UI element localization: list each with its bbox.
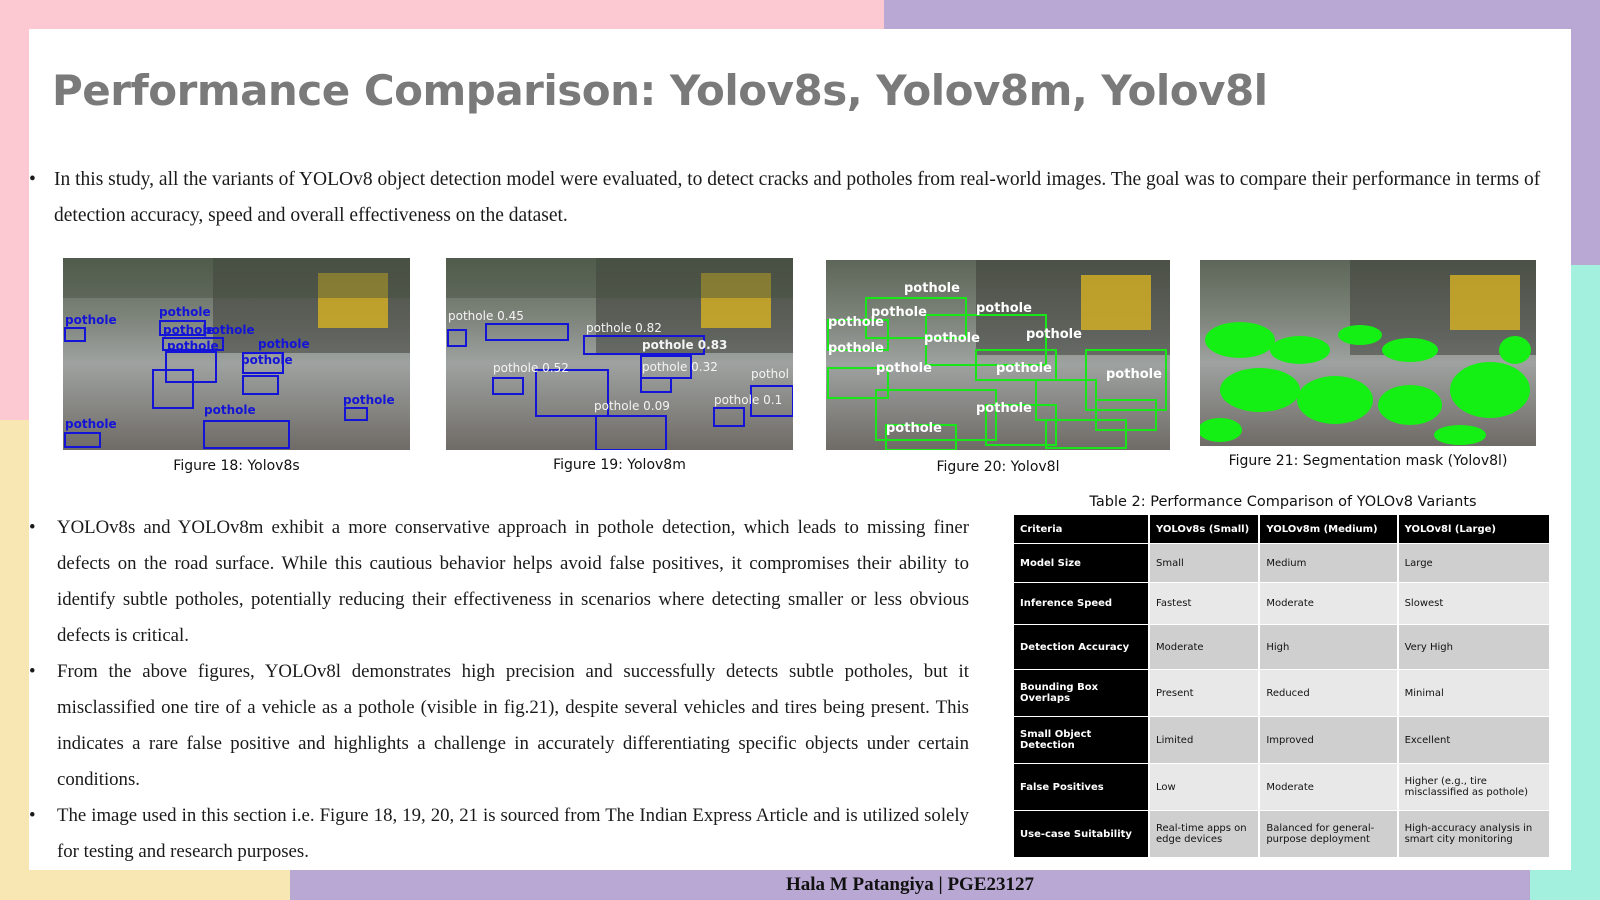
bullet-marker: • bbox=[29, 661, 36, 682]
bullet-text: The image used in this section i.e. Figure 18, 19, 20, 21 is sourced from The Indian Express Article and is utilized solely for testing and research purposes. bbox=[57, 805, 969, 862]
table-cell: Medium bbox=[1260, 544, 1396, 582]
performance-table bbox=[1012, 514, 1551, 858]
figure-18-detections bbox=[63, 258, 410, 450]
table-cell: Balanced for general-purpose deployment bbox=[1260, 811, 1396, 857]
det-label: pothole bbox=[204, 403, 256, 417]
background-shape bbox=[446, 258, 793, 298]
det-label: pothole bbox=[203, 323, 255, 337]
table-criteria-cell: Detection Accuracy bbox=[1014, 625, 1148, 669]
table-criteria-cell: Inference Speed bbox=[1014, 583, 1148, 624]
det-label: pothole 0.82 bbox=[586, 321, 662, 335]
table-criteria-cell: Small Object Detection bbox=[1014, 717, 1148, 763]
table-cell: High-accuracy analysis in smart city monitoring bbox=[1399, 811, 1549, 857]
bullet-list bbox=[29, 510, 969, 870]
figure-21-mask bbox=[1200, 260, 1536, 446]
figure-19-detections bbox=[446, 258, 793, 450]
table-cell: Higher (e.g., tire misclassified as pothole) bbox=[1399, 764, 1549, 810]
det-label: pothole bbox=[876, 361, 932, 376]
table-header-row bbox=[1014, 515, 1549, 543]
intro-bullet-item bbox=[29, 162, 1559, 234]
table-cell: Moderate bbox=[1260, 583, 1396, 624]
det-label: pothole bbox=[159, 305, 211, 319]
det-label: pothole 0.45 bbox=[448, 309, 524, 323]
table-row bbox=[1014, 811, 1549, 857]
table-cell: Very High bbox=[1399, 625, 1549, 669]
det-label: pothole 0.83 bbox=[642, 338, 728, 352]
table-cell: Large bbox=[1399, 544, 1549, 582]
slide-title: Performance Comparison: Yolov8s, Yolov8m, Yolov8l bbox=[52, 66, 1268, 115]
det-label: pothole bbox=[871, 305, 927, 320]
det-label: pothole 0.1 bbox=[714, 393, 783, 407]
table-header-cell: YOLOv8m (Medium) bbox=[1260, 515, 1396, 543]
det-label: pothole bbox=[976, 401, 1032, 416]
det-label: pothole bbox=[241, 353, 293, 367]
table-header-cell: Criteria bbox=[1014, 515, 1148, 543]
autorickshaw-shape bbox=[1450, 275, 1520, 330]
intro-text: In this study, all the variants of YOLOv8 object detection model were evaluated, to detect cracks and potholes from real-world images. The goal was to compare their performance in terms of detection accuracy, speed and overall effectiveness on the dataset. bbox=[54, 169, 1541, 226]
det-label: pothole bbox=[1106, 367, 1162, 382]
figure-21-caption: Figure 21: Segmentation mask (Yolov8l) bbox=[1228, 453, 1508, 469]
table-row bbox=[1014, 625, 1549, 669]
det-label: pothole bbox=[828, 315, 884, 330]
table-row bbox=[1014, 717, 1549, 763]
table-cell: High bbox=[1260, 625, 1396, 669]
det-label: pothole bbox=[924, 331, 980, 346]
table-cell: Minimal bbox=[1399, 670, 1549, 716]
det-label: pothole bbox=[343, 393, 395, 407]
figure-20-caption: Figure 20: Yolov8l bbox=[936, 459, 1060, 475]
table-header-cell: YOLOv8l (Large) bbox=[1399, 515, 1549, 543]
footer-author: Hala M Patangiya | PGE23127 bbox=[785, 874, 1034, 895]
table-row bbox=[1014, 583, 1549, 624]
det-label: pothole 0.52 bbox=[493, 361, 569, 375]
table-cell: Limited bbox=[1150, 717, 1258, 763]
figure-21-image bbox=[1200, 260, 1536, 446]
background-shape bbox=[63, 258, 410, 298]
figure-18-image bbox=[63, 258, 410, 450]
det-label: pothole bbox=[65, 313, 117, 327]
table-cell: Present bbox=[1150, 670, 1258, 716]
table-cell: Real-time apps on edge devices bbox=[1150, 811, 1258, 857]
det-label: pothole bbox=[258, 337, 310, 351]
det-label: pothole bbox=[1026, 327, 1082, 342]
table-cell: Improved bbox=[1260, 717, 1396, 763]
table-cell: Small bbox=[1150, 544, 1258, 582]
det-label: pothole bbox=[828, 341, 884, 356]
table-criteria-cell: False Positives bbox=[1014, 764, 1148, 810]
det-label: pothole 0.09 bbox=[594, 399, 670, 413]
table-caption: Table 2: Performance Comparison of YOLOv8 Variants bbox=[1089, 494, 1477, 510]
table-cell: Moderate bbox=[1150, 625, 1258, 669]
table-cell: Excellent bbox=[1399, 717, 1549, 763]
figure-20-image bbox=[826, 260, 1170, 450]
table-row bbox=[1014, 670, 1549, 716]
table-row bbox=[1014, 544, 1549, 582]
intro-paragraph bbox=[29, 162, 1559, 234]
det-label: pothole bbox=[163, 323, 215, 337]
bullet-item bbox=[29, 798, 969, 870]
bullet-text: From the above figures, YOLOv8l demonstrates high precision and successfully detects subtle potholes, but it misclassified one tire of a vehicle as a pothole (visible in fig.21), despite several vehicles and tires being present. This indicates a rare false positive and highlights a challenge in accurately differentiating specific objects under certain conditions. bbox=[57, 661, 969, 790]
det-label: pothole bbox=[886, 421, 942, 436]
figure-20-detections bbox=[826, 260, 1170, 450]
table-criteria-cell: Use-case Suitability bbox=[1014, 811, 1148, 857]
bullet-item bbox=[29, 654, 969, 798]
bullet-marker: • bbox=[29, 169, 36, 190]
bullet-item bbox=[29, 510, 969, 654]
figure-19-caption: Figure 19: Yolov8m bbox=[553, 457, 686, 473]
bullet-text: YOLOv8s and YOLOv8m exhibit a more conservative approach in pothole detection, which leads to missing finer defects on the road surface. While this cautious behavior helps avoid false positives, it compromises their ability to identify subtle potholes, potentially reducing their effectiveness in scenarios where detecting smaller or less obvious defects is critical. bbox=[57, 517, 969, 646]
figure-18-caption: Figure 18: Yolov8s bbox=[173, 458, 300, 474]
table-criteria-cell: Bounding Box Overlaps bbox=[1014, 670, 1148, 716]
det-label: pothole bbox=[65, 417, 117, 431]
table-cell: Low bbox=[1150, 764, 1258, 810]
det-label: pothole bbox=[167, 339, 219, 353]
bullet-marker: • bbox=[29, 517, 36, 538]
bullet-marker: • bbox=[29, 805, 36, 826]
table-cell: Slowest bbox=[1399, 583, 1549, 624]
figure-19-image bbox=[446, 258, 793, 450]
table-header-cell: YOLOv8s (Small) bbox=[1150, 515, 1258, 543]
det-label: pothol bbox=[751, 367, 789, 381]
autorickshaw-shape bbox=[1081, 275, 1151, 330]
det-label: pothole bbox=[996, 361, 1052, 376]
table-row bbox=[1014, 764, 1549, 810]
table-cell: Moderate bbox=[1260, 764, 1396, 810]
table-cell: Reduced bbox=[1260, 670, 1396, 716]
det-label: pothole bbox=[976, 301, 1032, 316]
det-label: pothole bbox=[904, 281, 960, 296]
det-label: pothole 0.32 bbox=[642, 360, 718, 374]
table-criteria-cell: Model Size bbox=[1014, 544, 1148, 582]
table-cell: Fastest bbox=[1150, 583, 1258, 624]
